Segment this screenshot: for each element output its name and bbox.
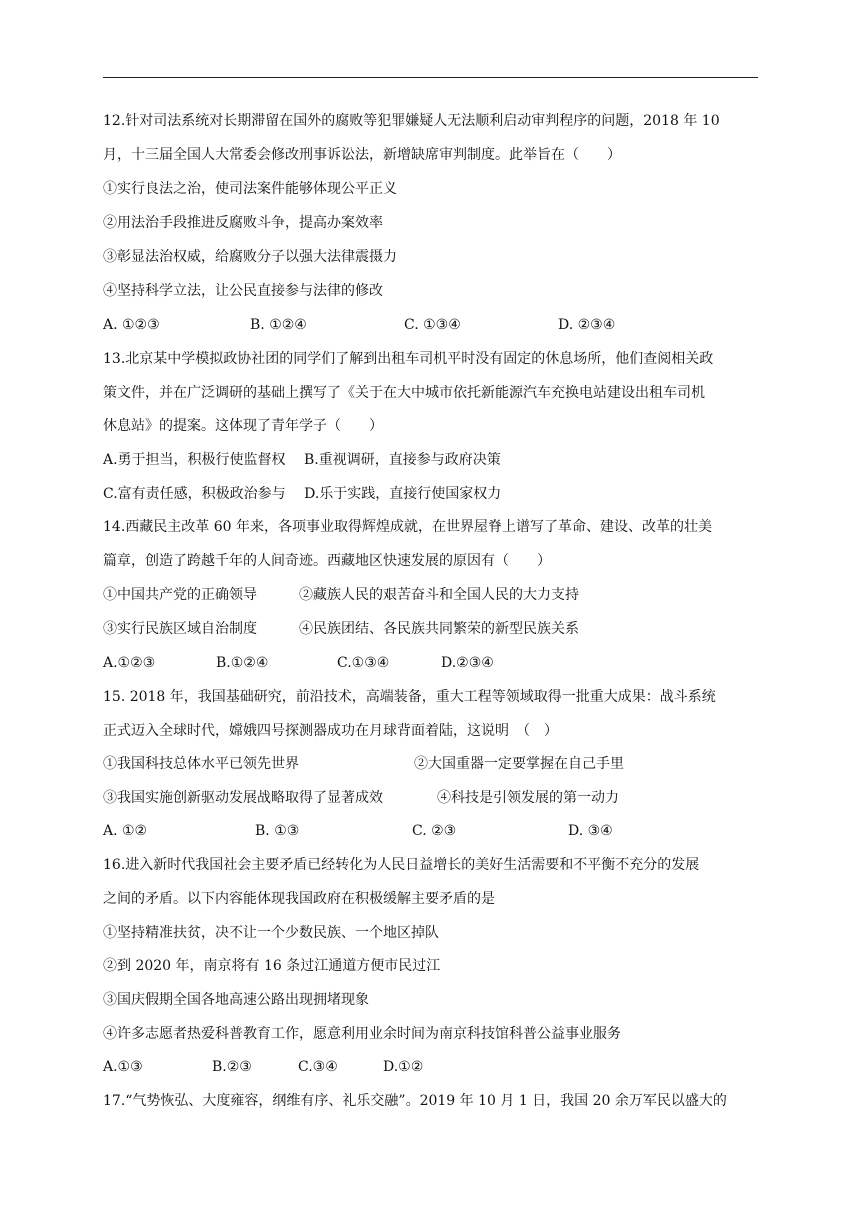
q13-stem-line3: 休息站》的提案。这体现了青年学子（ ） — [103, 418, 383, 434]
q12-statement-3: ③彰显法治权威，给腐败分子以强大法律震摄力 — [103, 249, 397, 265]
q13-options-line2: C.富有责任感，积极政治参与 D.乐于实践，直接行使国家权力 — [103, 486, 502, 502]
q12-option-b: B. ①②④ — [250, 317, 307, 333]
q16-option-b: B.②③ — [212, 1059, 252, 1075]
q15-option-c: C. ②③ — [412, 823, 457, 839]
q15-option-d: D. ③④ — [568, 823, 613, 839]
q13-stem-line2: 策文件，并在广泛调研的基础上撰写了《关于在大中城市依托新能源汽车充换电站建设出租车司机 — [103, 385, 705, 401]
q14-option-d: D.②③④ — [441, 655, 494, 671]
q16-statement-4: ④许多志愿者热爱科普教育工作，愿意利用业余时间为南京科技馆科普公益事业服务 — [103, 1026, 621, 1042]
q12-option-c: C. ①③④ — [404, 317, 461, 333]
q14-option-a: A.①②③ — [103, 655, 156, 671]
q14-stem-line2: 篇章，创造了跨越千年的人间奇迹。西藏地区快速发展的原因有（ ） — [103, 553, 551, 569]
q14-statements-line2: ③实行民族区域自治制度 ④民族团结、各民族共同繁荣的新型民族关系 — [103, 621, 579, 637]
q15-statement-1: ①我国科技总体水平已领先世界 — [103, 756, 299, 772]
q16-statement-2: ②到 2020 年，南京将有 16 条过江通道方便市民过江 — [103, 958, 441, 974]
q12-statement-1: ①实行良法之治，使司法案件能够体现公平正义 — [103, 181, 397, 197]
q14-stem-line1: 14.西藏民主改革 60 年来，各项事业取得辉煌成就，在世界屋脊上谱写了革命、建设、改革的壮美 — [103, 519, 712, 535]
q12-statement-4: ④坚持科学立法，让公民直接参与法律的修改 — [103, 283, 383, 299]
q12-option-d: D. ②③④ — [558, 317, 616, 333]
q13-options-line1: A.勇于担当，积极行使监督权 B.重视调研，直接参与政府决策 — [103, 452, 501, 468]
q16-statement-3: ③国庆假期全国各地高速公路出现拥堵现象 — [103, 992, 369, 1008]
q16-stem-line2: 之间的矛盾。以下内容能体现我国政府在积极缓解主要矛盾的是 — [103, 891, 495, 907]
q15-option-b: B. ①③ — [255, 823, 300, 839]
q14-option-b: B.①②④ — [216, 655, 269, 671]
q15-statement-2: ②大国重器一定要掌握在自己手里 — [414, 756, 624, 772]
q15-statement-3: ③我国实施创新驱动发展战略取得了显著成效 — [103, 790, 383, 806]
q13-stem-line1: 13.北京某中学模拟政协社团的同学们了解到出租车司机平时没有固定的休息场所，他们查阅相关政 — [103, 351, 714, 367]
q16-option-d: D.①② — [383, 1059, 424, 1075]
q15-option-a: A. ①② — [103, 823, 148, 839]
q16-stem-line1: 16.进入新时代我国社会主要矛盾已经转化为人民日益增长的美好生活需要和不平衡不充分的发展 — [103, 857, 700, 873]
q12-option-a: A. ①②③ — [103, 317, 160, 333]
q16-statement-1: ①坚持精准扶贫，决不让一个少数民族、一个地区掉队 — [103, 925, 439, 941]
q15-stem-line2: 正式迈入全球时代，嫦娥四号探测器成功在月球背面着陆，这说明 （ ） — [103, 723, 558, 739]
q15-statement-4: ④科技是引领发展的第一动力 — [437, 790, 619, 806]
q14-option-c: C.①③④ — [337, 655, 390, 671]
q12-stem-line1: 12.针对司法系统对长期滞留在国外的腐败等犯罪嫌疑人无法顺利启动审判程序的问题，2018 年 10 — [103, 113, 720, 129]
q16-option-c: C.③④ — [298, 1059, 338, 1075]
q17-stem-line1: 17.“气势恢弘、大度雍容，纲维有序、礼乐交融”。2019 年 10 月 1 日，我国 20 余万军民以盛大的 — [103, 1093, 727, 1109]
q12-statement-2: ②用法治手段推进反腐败斗争，提高办案效率 — [103, 215, 383, 231]
q12-stem-line2: 月，十三届全国人大常委会修改刑事诉讼法，新增缺席审判制度。此举旨在（ ） — [103, 147, 621, 163]
q14-statements-line1: ①中国共产党的正确领导 ②藏族人民的艰苦奋斗和全国人民的大力支持 — [103, 587, 579, 603]
q15-stem-line1: 15. 2018 年，我国基础研究，前沿技术，高端装备，重大工程等领域取得一批重大成果：战斗系统 — [103, 689, 716, 705]
header-rule — [103, 77, 758, 78]
q16-option-a: A.①③ — [103, 1059, 143, 1075]
